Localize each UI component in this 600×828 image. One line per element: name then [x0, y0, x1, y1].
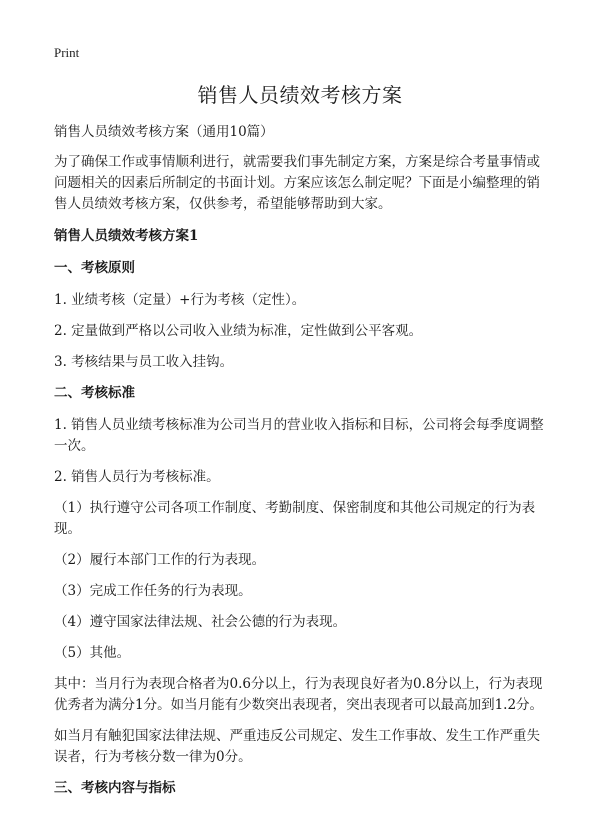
list-item: 3. 考核结果与员工收入挂钩。	[54, 354, 234, 370]
list-item: （3）完成工作任务的行为表现。	[54, 583, 252, 599]
list-item: （4）遵守国家法律法规、社会公德的行为表现。	[54, 614, 347, 630]
list-item: 1. 业绩考核（定量）+行为考核（定性）。	[54, 292, 306, 308]
page-title: 销售人员绩效考核方案	[197, 83, 403, 107]
scoring-paragraph: 其中：当月行为表现合格者为0.6分以上，行为表现良好者为0.8分以上，行为表现优秀者为满分1分。如当月能有少数突出表现者，突出表现者可以最高加到1.2分。	[54, 676, 544, 713]
list-item: （2）履行本部门工作的行为表现。	[54, 552, 266, 568]
list-item: 2. 销售人员行为考核标准。	[54, 469, 220, 485]
section-heading-principles: 一、考核原则	[54, 260, 135, 276]
print-link[interactable]: Print	[54, 45, 80, 60]
section-heading-content: 三、考核内容与指标	[54, 780, 176, 796]
list-item: 1. 销售人员业绩考核标准为公司当月的营业收入指标和目标，公司将会每季度调整一次。	[54, 417, 544, 454]
list-item: 2. 定量做到严格以公司收入业绩为标准，定性做到公平客观。	[54, 323, 423, 339]
violation-paragraph: 如当月有触犯国家法律法规、严重违反公司规定、发生工作事故、发生工作严重失误者，行为考核分数一律为0分。	[54, 728, 540, 765]
list-item: （1）执行遵守公司各项工作制度、考勤制度、保密制度和其他公司规定的行为表现。	[54, 500, 536, 537]
plan-heading: 销售人员绩效考核方案1	[54, 228, 199, 244]
intro-paragraph: 为了确保工作或事情顺利进行，就需要我们事先制定方案，方案是综合考量事情或问题相关的因素后所制定的书面计划。方案应该怎么制定呢？下面是小编整理的销售人员绩效考核方案，仅供参考，希望能够帮助到大家。	[54, 154, 540, 212]
document-subtitle: 销售人员绩效考核方案（通用10篇）	[54, 124, 274, 140]
document-body	[54, 122, 548, 810]
section-heading-standards: 二、考核标准	[54, 385, 135, 401]
list-item: （5）其他。	[54, 645, 131, 661]
